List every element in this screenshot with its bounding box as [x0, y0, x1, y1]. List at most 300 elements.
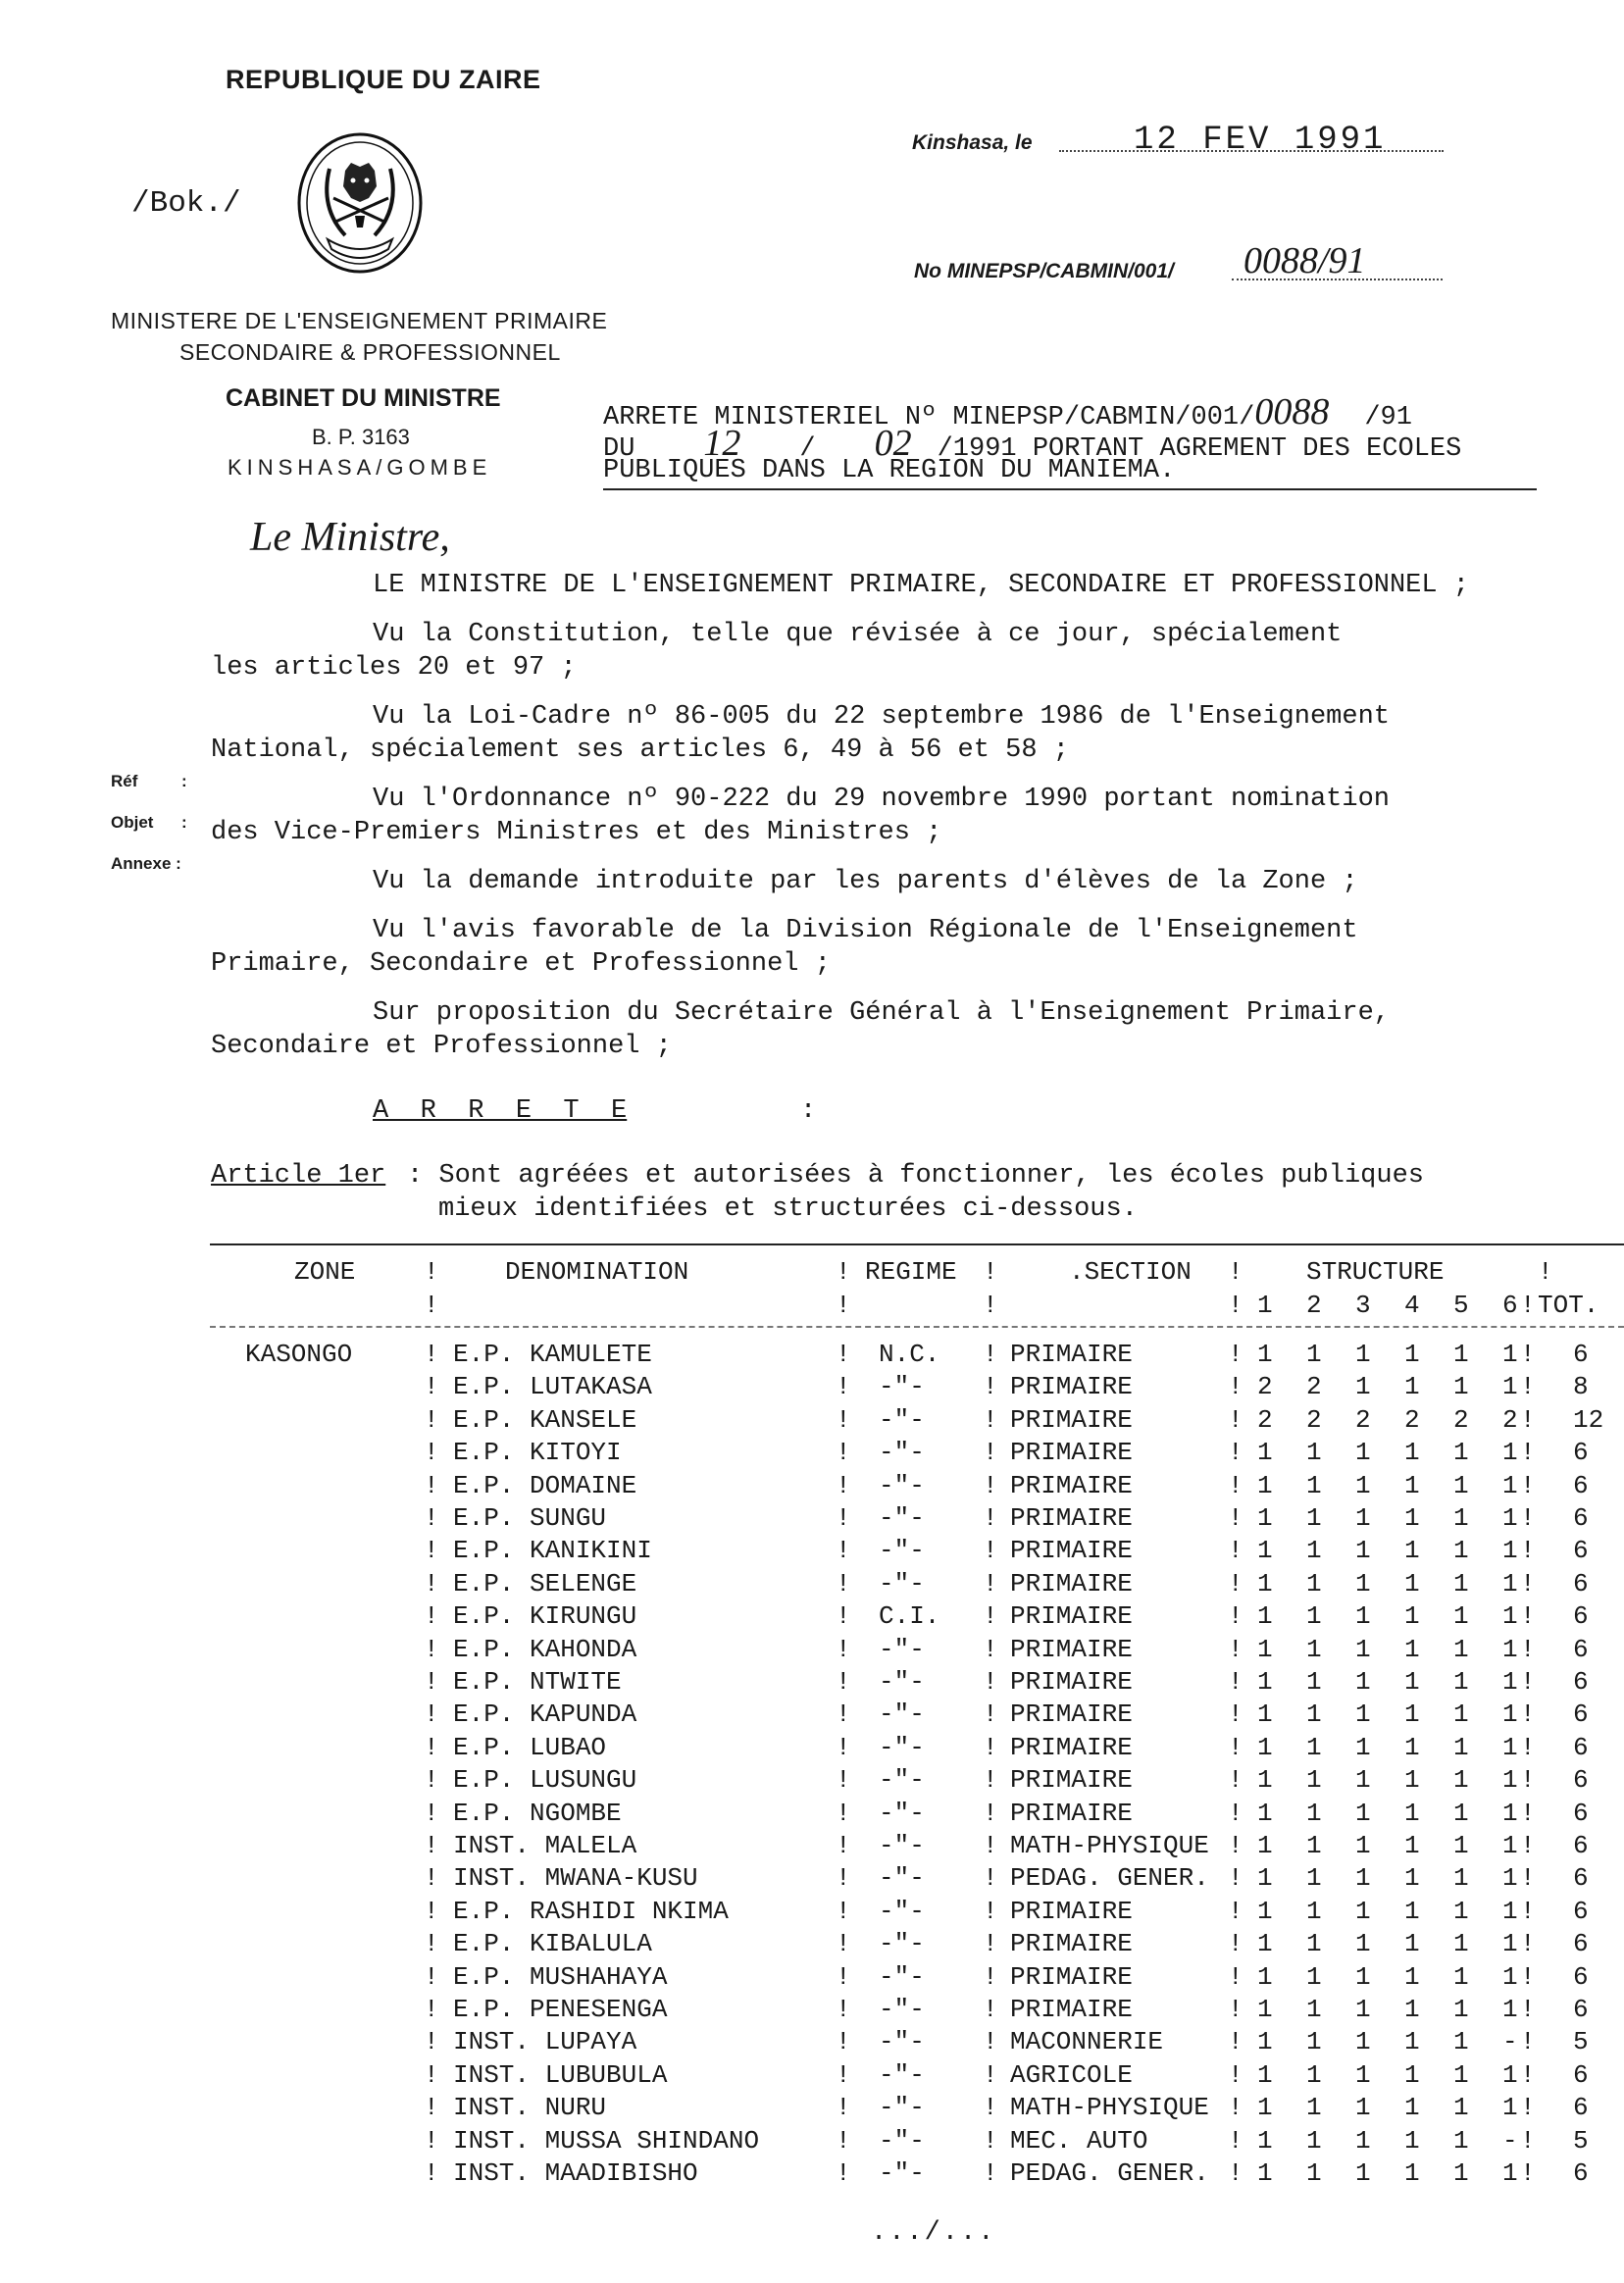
column-separator: ! [983, 2059, 998, 2090]
structure-year-4: 1 [1404, 1995, 1420, 2024]
structure-total: 6 [1573, 1831, 1589, 1860]
structure-year-1: 1 [1257, 1601, 1273, 1632]
column-separator: ! [1520, 1765, 1536, 1796]
structure-year-3: 1 [1355, 1536, 1371, 1566]
structure-year-5: 2 [1453, 1404, 1469, 1435]
structure-year-1: 1 [1257, 1896, 1273, 1926]
structure-year-6: 1 [1502, 2093, 1518, 2123]
column-separator: ! [1520, 1404, 1536, 1435]
structure-year-1: 1 [1257, 1732, 1273, 1762]
paragraph-minister: LE MINISTRE DE L'ENSEIGNEMENT PRIMAIRE, SECONDAIRE ET PROFESSIONNEL ; [373, 571, 1469, 600]
table-row [0, 1765, 1624, 1798]
date-label: Kinshasa, le [912, 131, 1033, 154]
school-name: E.P. KANSELE [453, 1404, 637, 1435]
column-separator: ! [836, 1438, 851, 1468]
header-denomination: DENOMINATION [505, 1257, 689, 1287]
column-separator: ! [424, 1404, 439, 1435]
structure-total: 6 [1573, 1798, 1589, 1828]
table-header-divider [210, 1326, 1624, 1328]
school-regime: -"- [879, 1765, 925, 1796]
column-separator: ! [836, 1995, 851, 2024]
arrete-month-handwritten: 02 [874, 423, 912, 464]
paragraph-demande: Vu la demande introduite par les parents d'élèves de la Zone ; [373, 867, 1358, 896]
column-separator: ! [424, 1896, 439, 1926]
column-separator: ! [1520, 2027, 1536, 2057]
column-separator: ! [1520, 1340, 1536, 1369]
column-separator: ! [983, 1765, 998, 1796]
reference-initials: /Bok./ [131, 186, 241, 221]
column-separator: ! [1228, 1257, 1243, 1287]
structure-year-1: 2 [1257, 1404, 1273, 1435]
column-separator: ! [983, 1798, 998, 1828]
column-separator: ! [836, 1372, 851, 1402]
column-separator: ! [1520, 2093, 1536, 2123]
structure-year-6: 1 [1502, 1863, 1518, 1894]
cabinet-title: CABINET DU MINISTRE [226, 384, 501, 412]
column-separator: ! [424, 1340, 439, 1369]
column-separator: ! [983, 1634, 998, 1664]
structure-total: 6 [1573, 1700, 1589, 1730]
structure-year-6: 1 [1502, 1568, 1518, 1598]
structure-total: 6 [1573, 1340, 1589, 1369]
column-separator: ! [836, 1929, 851, 1959]
structure-year-5: 1 [1453, 2093, 1469, 2123]
school-regime: -"- [879, 1536, 925, 1566]
structure-year-2: 1 [1306, 1863, 1322, 1894]
minister-signature: Le Ministre, [250, 515, 450, 560]
school-regime: -"- [879, 2125, 925, 2156]
school-section: PRIMAIRE [1010, 1372, 1133, 1402]
structure-year-3: 1 [1355, 1961, 1371, 1992]
column-separator: ! [1520, 1961, 1536, 1992]
structure-year-4: 1 [1404, 2125, 1420, 2156]
structure-year-2: 1 [1306, 1536, 1322, 1566]
reference-number-handwritten: 0088/91 [1243, 240, 1366, 281]
column-separator: ! [424, 1536, 439, 1566]
header-section: .SECTION [1069, 1257, 1192, 1287]
structure-year-5: 1 [1453, 2158, 1469, 2188]
structure-year-5: 1 [1453, 2125, 1469, 2156]
column-separator: ! [424, 1929, 439, 1959]
structure-year-5: 1 [1453, 2027, 1469, 2057]
structure-year-3: 1 [1355, 1667, 1371, 1697]
column-separator: ! [424, 2125, 439, 2156]
column-separator: ! [836, 1568, 851, 1598]
structure-year-5: 1 [1453, 1601, 1469, 1632]
table-row [0, 1471, 1624, 1503]
school-regime: -"- [879, 1634, 925, 1664]
structure-year-5: 1 [1453, 1438, 1469, 1468]
ministry-line-1: MINISTERE DE L'ENSEIGNEMENT PRIMAIRE [111, 308, 608, 333]
structure-year-2: 1 [1306, 1929, 1322, 1959]
structure-year-2: 1 [1306, 2158, 1322, 2188]
structure-total: 6 [1573, 2158, 1589, 2188]
school-section: MACONNERIE [1010, 2027, 1164, 2057]
column-separator: ! [983, 1601, 998, 1632]
structure-total: 5 [1573, 2125, 1589, 2156]
structure-total: 6 [1573, 1995, 1589, 2024]
structure-year-2: 1 [1306, 2125, 1322, 2156]
structure-year-6: 1 [1502, 1536, 1518, 1566]
column-separator: ! [1520, 1798, 1536, 1828]
school-section: PEDAG. GENER. [1010, 2158, 1209, 2188]
column-separator: ! [424, 1257, 439, 1287]
structure-year-2: 1 [1306, 1700, 1322, 1730]
table-row [0, 1340, 1624, 1372]
structure-year-3: 1 [1355, 1995, 1371, 2024]
structure-year-3: 1 [1355, 1438, 1371, 1468]
structure-year-5: 1 [1453, 1896, 1469, 1926]
column-separator: ! [1520, 2059, 1536, 2090]
table-row [0, 1601, 1624, 1634]
structure-year-2: 1 [1306, 1503, 1322, 1533]
column-separator: ! [1520, 1929, 1536, 1959]
school-regime: -"- [879, 1961, 925, 1992]
column-separator: ! [836, 1601, 851, 1632]
column-separator: ! [983, 2125, 998, 2156]
structure-total: 6 [1573, 1438, 1589, 1468]
structure-year-4: 1 [1404, 1700, 1420, 1730]
table-row [0, 2093, 1624, 2125]
structure-year-5: 1 [1453, 1372, 1469, 1402]
column-separator: ! [836, 1634, 851, 1664]
structure-year-5: 1 [1453, 1798, 1469, 1828]
structure-total: 12 [1573, 1404, 1604, 1435]
school-name: E.P. KITOYI [453, 1438, 622, 1468]
structure-total: 6 [1573, 1568, 1589, 1598]
structure-year-1: 1 [1257, 1798, 1273, 1828]
column-separator: ! [1228, 1863, 1243, 1894]
column-separator: ! [1520, 1700, 1536, 1730]
structure-year-3: 1 [1355, 2059, 1371, 2090]
structure-year-2: 1 [1306, 2027, 1322, 2057]
arrete-number-handwritten: 0088 [1254, 391, 1330, 432]
school-name: E.P. KANIKINI [453, 1536, 652, 1566]
column-separator: ! [836, 2027, 851, 2057]
structure-year-5: 1 [1453, 1340, 1469, 1369]
table-row [0, 1831, 1624, 1863]
school-section: PRIMAIRE [1010, 1601, 1133, 1632]
school-section: PRIMAIRE [1010, 1404, 1133, 1435]
school-name: E.P. RASHIDI NKIMA [453, 1896, 729, 1926]
structure-year-1: 1 [1257, 2158, 1273, 2188]
structure-year-6: - [1502, 2125, 1518, 2156]
structure-year-4: 1 [1404, 1961, 1420, 1992]
structure-year-4: 1 [1404, 1634, 1420, 1664]
structure-year-6: 1 [1502, 1503, 1518, 1533]
school-regime: -"- [879, 2158, 925, 2188]
structure-total: 6 [1573, 2093, 1589, 2123]
structure-year-5: 1 [1453, 1732, 1469, 1762]
column-separator: ! [1520, 1470, 1536, 1500]
column-separator: ! [983, 1503, 998, 1533]
structure-year-6: 1 [1502, 1634, 1518, 1664]
structure-total: 6 [1573, 1667, 1589, 1697]
column-separator: ! [424, 1961, 439, 1992]
school-regime: -"- [879, 1438, 925, 1468]
school-regime: -"- [879, 1404, 925, 1435]
structure-year-3: 1 [1355, 2125, 1371, 2156]
column-separator: ! [424, 1732, 439, 1762]
table-row [0, 1733, 1624, 1765]
column-separator: ! [836, 1291, 851, 1320]
school-section: PRIMAIRE [1010, 1896, 1133, 1926]
structure-year-1: 1 [1257, 2093, 1273, 2123]
arrete-du: DU [603, 434, 635, 464]
column-separator: ! [424, 1601, 439, 1632]
column-separator: ! [836, 1863, 851, 1894]
school-regime: -"- [879, 1896, 925, 1926]
school-name: E.P. LUSUNGU [453, 1765, 637, 1796]
structure-total: 6 [1573, 1503, 1589, 1533]
column-separator: ! [1520, 1291, 1536, 1320]
structure-year-2: 1 [1306, 1340, 1322, 1369]
column-separator: ! [836, 1470, 851, 1500]
school-section: PRIMAIRE [1010, 1732, 1133, 1762]
postal-box: B. P. 3163 [312, 425, 410, 449]
structure-year-5: 1 [1453, 1536, 1469, 1566]
structure-year-3: 1 [1355, 2093, 1371, 2123]
school-section: MATH-PHYSIQUE [1010, 1831, 1209, 1860]
school-section: PRIMAIRE [1010, 1929, 1133, 1959]
column-separator: ! [1228, 2027, 1243, 2057]
paragraph-constitution-2: les articles 20 et 97 ; [211, 653, 577, 683]
structure-year-1: 2 [1257, 1372, 1273, 1402]
header-year-4: 4 [1404, 1291, 1420, 1320]
structure-year-1: 1 [1257, 1634, 1273, 1664]
column-separator: ! [1520, 1831, 1536, 1860]
column-separator: ! [1228, 1896, 1243, 1926]
column-separator: ! [983, 2158, 998, 2188]
structure-year-1: 1 [1257, 1700, 1273, 1730]
column-separator: ! [983, 1257, 998, 1287]
column-separator: ! [1228, 1340, 1243, 1369]
structure-year-5: 1 [1453, 2059, 1469, 2090]
column-separator: ! [1520, 1503, 1536, 1533]
structure-year-4: 1 [1404, 1340, 1420, 1369]
structure-total: 6 [1573, 1732, 1589, 1762]
arrete-heading-colon: : [800, 1096, 817, 1126]
school-name: E.P. NTWITE [453, 1667, 622, 1697]
structure-year-6: 1 [1502, 1601, 1518, 1632]
table-row [0, 1863, 1624, 1896]
school-name: INST. MUSSA SHINDANO [453, 2125, 760, 2156]
article-label: Article 1er [211, 1161, 386, 1191]
structure-total: 8 [1573, 1372, 1589, 1402]
arrete-prefix: ARRETE MINISTERIEL Nº MINEPSP/CABMIN/001/ [603, 403, 1255, 432]
structure-year-1: 1 [1257, 1863, 1273, 1894]
column-separator: ! [1228, 2158, 1243, 2188]
school-section: PRIMAIRE [1010, 1503, 1133, 1533]
structure-year-1: 1 [1257, 1536, 1273, 1566]
structure-total: 6 [1573, 1470, 1589, 1500]
structure-year-3: 2 [1355, 1404, 1371, 1435]
structure-year-5: 1 [1453, 1503, 1469, 1533]
school-name: E.P. SUNGU [453, 1503, 607, 1533]
column-separator: ! [424, 1798, 439, 1828]
school-name: INST. MAADIBISHO [453, 2158, 698, 2188]
structure-year-1: 1 [1257, 1995, 1273, 2024]
column-separator: ! [1228, 1667, 1243, 1697]
column-separator: ! [1520, 1568, 1536, 1598]
column-separator: ! [1228, 1372, 1243, 1402]
structure-year-4: 1 [1404, 1863, 1420, 1894]
arrete-date-separator: / [799, 434, 816, 464]
column-separator: ! [1520, 1634, 1536, 1664]
structure-year-1: 1 [1257, 1929, 1273, 1959]
table-row [0, 2158, 1624, 2191]
structure-year-1: 1 [1257, 1961, 1273, 1992]
structure-year-1: 1 [1257, 1503, 1273, 1533]
structure-year-2: 2 [1306, 1404, 1322, 1435]
arrete-heading: A R R E T E [373, 1096, 628, 1126]
school-name: E.P. MUSHAHAYA [453, 1961, 668, 1992]
column-separator: ! [836, 1732, 851, 1762]
structure-year-6: 1 [1502, 1667, 1518, 1697]
table-header-row-1 [0, 1257, 1624, 1290]
structure-year-4: 1 [1404, 2093, 1420, 2123]
structure-year-1: 1 [1257, 1831, 1273, 1860]
column-separator: ! [1228, 1470, 1243, 1500]
structure-year-4: 1 [1404, 1470, 1420, 1500]
table-row [0, 1897, 1624, 1929]
table-row [0, 2060, 1624, 2093]
column-separator: ! [836, 1765, 851, 1796]
structure-year-2: 1 [1306, 1831, 1322, 1860]
structure-year-6: 1 [1502, 1438, 1518, 1468]
column-separator: ! [1228, 1765, 1243, 1796]
structure-year-5: 1 [1453, 1568, 1469, 1598]
column-separator: ! [836, 1503, 851, 1533]
column-separator: ! [1520, 1896, 1536, 1926]
column-separator: ! [836, 2059, 851, 2090]
school-section: MATH-PHYSIQUE [1010, 2093, 1209, 2123]
column-separator: ! [836, 1536, 851, 1566]
school-section: PRIMAIRE [1010, 1438, 1133, 1468]
header-zone: ZONE [294, 1257, 356, 1287]
structure-year-5: 1 [1453, 1995, 1469, 2024]
table-row [0, 1372, 1624, 1404]
structure-year-5: 1 [1453, 1961, 1469, 1992]
school-name: E.P. LUTAKASA [453, 1372, 652, 1402]
structure-year-4: 1 [1404, 1798, 1420, 1828]
column-separator: ! [1520, 1438, 1536, 1468]
structure-year-2: 1 [1306, 2093, 1322, 2123]
structure-year-1: 1 [1257, 1667, 1273, 1697]
structure-total: 6 [1573, 1536, 1589, 1566]
school-section: PRIMAIRE [1010, 1568, 1133, 1598]
column-separator: ! [983, 1667, 998, 1697]
table-row [0, 1536, 1624, 1568]
column-separator: ! [1228, 1536, 1243, 1566]
structure-year-3: 1 [1355, 1929, 1371, 1959]
structure-year-2: 1 [1306, 1667, 1322, 1697]
table-row [0, 1995, 1624, 2027]
school-name: E.P. KIRUNGU [453, 1601, 637, 1632]
school-regime: -"- [879, 1831, 925, 1860]
column-separator: ! [1538, 1257, 1553, 1287]
arrete-year-suffix: /91 [1364, 403, 1412, 432]
structure-year-2: 1 [1306, 1896, 1322, 1926]
school-regime: -"- [879, 1798, 925, 1828]
school-name: E.P. LUBAO [453, 1732, 607, 1762]
city-address: KINSHASA/GOMBE [228, 455, 492, 480]
column-separator: ! [983, 1700, 998, 1730]
structure-year-5: 1 [1453, 1700, 1469, 1730]
column-separator: ! [1228, 1634, 1243, 1664]
school-name: INST. LUBUBULA [453, 2059, 668, 2090]
paragraph-proposition-1: Sur proposition du Secrétaire Général à l'Enseignement Primaire, [373, 998, 1390, 1028]
column-separator: ! [1228, 1438, 1243, 1468]
coat-of-arms-emblem-icon [294, 129, 426, 281]
column-separator: ! [1520, 1372, 1536, 1402]
column-separator: ! [983, 1404, 998, 1435]
school-regime: -"- [879, 1995, 925, 2024]
structure-year-2: 1 [1306, 1798, 1322, 1828]
structure-year-2: 1 [1306, 1961, 1322, 1992]
paragraph-loi-cadre-1: Vu la Loi-Cadre nº 86-005 du 22 septembre 1986 de l'Enseignement [373, 702, 1390, 732]
column-separator: ! [424, 2059, 439, 2090]
structure-year-5: 1 [1453, 1470, 1469, 1500]
structure-year-4: 1 [1404, 2027, 1420, 2057]
school-section: PRIMAIRE [1010, 1765, 1133, 1796]
header-total: TOT. [1538, 1291, 1599, 1320]
column-separator: ! [424, 1765, 439, 1796]
school-regime: -"- [879, 2027, 925, 2057]
school-section: PRIMAIRE [1010, 1667, 1133, 1697]
structure-year-3: 1 [1355, 1896, 1371, 1926]
structure-year-2: 1 [1306, 1601, 1322, 1632]
structure-total: 5 [1573, 2027, 1589, 2057]
column-separator: ! [424, 1863, 439, 1894]
column-separator: ! [424, 1667, 439, 1697]
column-separator: ! [836, 1831, 851, 1860]
column-separator: ! [836, 1340, 851, 1369]
column-separator: ! [424, 1568, 439, 1598]
school-regime: -"- [879, 1667, 925, 1697]
column-separator: ! [836, 1257, 851, 1287]
structure-year-6: 1 [1502, 1470, 1518, 1500]
structure-year-6: 1 [1502, 1372, 1518, 1402]
column-separator: ! [1228, 2125, 1243, 2156]
structure-year-6: 1 [1502, 1929, 1518, 1959]
school-regime: -"- [879, 1470, 925, 1500]
structure-year-4: 2 [1404, 1404, 1420, 1435]
margin-label-ref: Réf [111, 772, 138, 790]
structure-year-6: - [1502, 2027, 1518, 2057]
column-separator: ! [836, 1667, 851, 1697]
structure-year-4: 1 [1404, 1601, 1420, 1632]
column-separator: ! [1228, 1798, 1243, 1828]
table-row [0, 1962, 1624, 1995]
school-regime: -"- [879, 1700, 925, 1730]
structure-year-4: 1 [1404, 1503, 1420, 1533]
structure-year-2: 1 [1306, 1634, 1322, 1664]
column-separator: ! [424, 1634, 439, 1664]
margin-label-annexe: Annexe : [111, 854, 181, 873]
article-text-2: mieux identifiées et structurées ci-dessous. [438, 1194, 1138, 1224]
column-separator: ! [1228, 2059, 1243, 2090]
school-name: INST. MWANA-KUSU [453, 1863, 698, 1894]
school-section: PRIMAIRE [1010, 1634, 1133, 1664]
structure-year-2: 1 [1306, 1470, 1322, 1500]
header-year-6: 6 [1502, 1291, 1518, 1320]
column-separator: ! [836, 1404, 851, 1435]
structure-total: 6 [1573, 2059, 1589, 2090]
column-separator: ! [983, 2027, 998, 2057]
column-separator: ! [1520, 1601, 1536, 1632]
structure-year-2: 1 [1306, 1568, 1322, 1598]
